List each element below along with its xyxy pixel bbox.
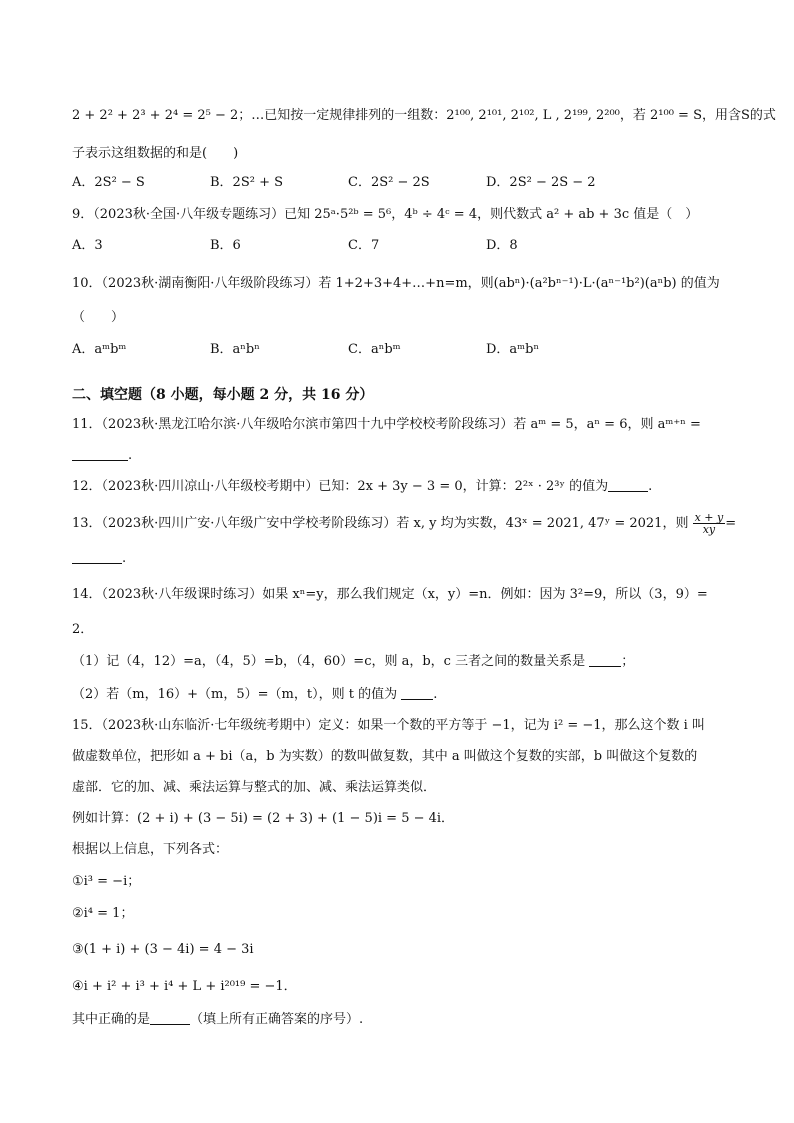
q12-stem: 12．（2023秋·四川凉山·八年级校考期中）已知：2x + 3y − 3 = 0，计算：2²ˣ · 2³ʸ 的值为 xyxy=(72,479,609,494)
q13-blank[interactable] xyxy=(72,549,122,564)
q8-option-b[interactable]: B．2S² + S xyxy=(210,175,284,190)
q13-answer-line xyxy=(72,549,734,569)
q12-line xyxy=(72,477,734,497)
q8-line1: 2 + 2² + 2³ + 2⁴ = 2⁵ − 2；…已知按一定规律排列的一组数：2¹⁰⁰, 2¹⁰¹, 2¹⁰², L , 2¹⁹⁹, 2²⁰⁰，若 2¹⁰⁰ = S，用含S的式 xyxy=(72,108,776,123)
q8-options xyxy=(72,173,672,193)
q13-line xyxy=(72,511,737,536)
q14-part2-text: （2）若（m，16）+（m，5）=（m，t），则 t 的值为 xyxy=(72,687,398,702)
q15-answer-text: 其中正确的是 xyxy=(72,1012,151,1027)
q13-fraction-denominator: xy xyxy=(702,523,716,536)
q14-part1 xyxy=(72,652,734,672)
q13-end: . xyxy=(122,551,127,566)
q10-stem: 10．（2023秋·湖南衡阳·八年级阶段练习）若 1+2+3+4+…+n=m，则(abⁿ)·(a²bⁿ⁻¹)·L·(aⁿ⁻¹b²)(aⁿb) 的值为 xyxy=(72,276,720,291)
q11-blank[interactable] xyxy=(72,446,128,461)
q14-stem: 14．（2023秋·八年级课时练习）如果 xⁿ=y，那么我们规定（x，y）=n．例如：因为 3²=9，所以（3，9）= xyxy=(72,587,708,602)
q15-intro: 根据以上信息，下列各式： xyxy=(72,842,229,857)
q10-option-a[interactable]: A．aᵐbᵐ xyxy=(72,342,127,357)
q14-part2-blank[interactable] xyxy=(401,685,433,700)
q9-option-c[interactable]: C．7 xyxy=(348,238,380,253)
q15-line1: 15．（2023秋·山东临沂·七年级统考期中）定义：如果一个数的平方等于 −1，记为 i² = −1，那么这个数 i 叫 xyxy=(72,718,705,733)
q14-part1-end: ； xyxy=(621,654,635,669)
q9-option-b[interactable]: B．6 xyxy=(210,238,241,253)
q14-part1-text: （1）记（4，12）=a，（4，5）=b，（4，60）=c，则 a，b，c 三者之间的数量关系是 xyxy=(72,654,586,669)
q8-line2: 子表示这组数据的和是( ) xyxy=(72,146,239,161)
q13-stem: 13．（2023秋·四川广安·八年级广安中学校考阶段练习）若 x, y 均为实数，43ˣ = 2021, 47ʸ = 2021，则 xyxy=(72,516,689,531)
q15-blank[interactable] xyxy=(150,1010,190,1025)
q11-end: . xyxy=(128,448,133,463)
q15-answer-end: （填上所有正确答案的序号）. xyxy=(190,1012,364,1027)
section-fill-blank-title: 二、填空题（8 小题，每小题 2 分，共 16 分） xyxy=(72,387,374,403)
q15-item-2: ②i⁴ = 1； xyxy=(72,906,134,921)
q12-blank[interactable] xyxy=(608,477,648,492)
q14-part2 xyxy=(72,685,734,705)
q8-option-d[interactable]: D．2S² − 2S − 2 xyxy=(486,175,596,190)
q15-answer-line xyxy=(72,1010,734,1030)
q13-fraction xyxy=(693,512,726,535)
q14-part2-end: . xyxy=(433,687,438,702)
q15-item-3: ③(1 + i) + (3 − 4i) = 4 − 3i xyxy=(72,942,254,957)
q10-option-c[interactable]: C．aⁿbᵐ xyxy=(348,342,401,357)
q15-item-1: ①i³ = −i； xyxy=(72,874,141,889)
q9-option-d[interactable]: D．8 xyxy=(486,238,518,253)
q10-options xyxy=(72,340,672,360)
q15-line2: 做虚数单位，把形如 a + bi（a，b 为实数）的数叫做复数，其中 a 叫做这个复数的实部，b 叫做这个复数的 xyxy=(72,749,698,764)
q13-fraction-numerator: x + y xyxy=(694,511,724,524)
q10-option-b[interactable]: B．aⁿbⁿ xyxy=(210,342,260,357)
q9-options xyxy=(72,236,672,256)
q9-stem: 9．（2023秋·全国·八年级专题练习）已知 25ᵃ·5²ᵇ = 5⁶，4ᵇ ÷ 4ᶜ = 4，则代数式 a² + ab + 3c 值是（ ） xyxy=(72,207,699,222)
q11-answer-line xyxy=(72,446,734,466)
q15-example: 例如计算：(2 + i) + (3 − 5i) = (2 + 3) + (1 − 5)i = 5 − 4i． xyxy=(72,811,455,826)
q10-paren: （ ） xyxy=(72,310,125,325)
q8-option-c[interactable]: C．2S² − 2S xyxy=(348,175,430,190)
q8-option-a[interactable]: A．2S² − S xyxy=(72,175,145,190)
q10-option-d[interactable]: D．aᵐbⁿ xyxy=(486,342,540,357)
q14-part1-blank[interactable] xyxy=(589,652,621,667)
q15-item-4: ④i + i² + i³ + i⁴ + L + i²⁰¹⁹ = −1． xyxy=(72,979,297,994)
q15-line3: 虚部．它的加、减、乘法运算与整式的加、减、乘法运算类似． xyxy=(72,780,437,795)
q12-end: . xyxy=(648,479,653,494)
q11-stem: 11．（2023秋·黑龙江哈尔滨·八年级哈尔滨市第四十九中学校校考阶段练习）若 aᵐ = 5，aⁿ = 6，则 aᵐ⁺ⁿ = xyxy=(72,417,701,432)
q14-stem2: 2． xyxy=(72,622,94,637)
q13-equals: = xyxy=(725,516,737,531)
q9-option-a[interactable]: A．3 xyxy=(72,238,103,253)
